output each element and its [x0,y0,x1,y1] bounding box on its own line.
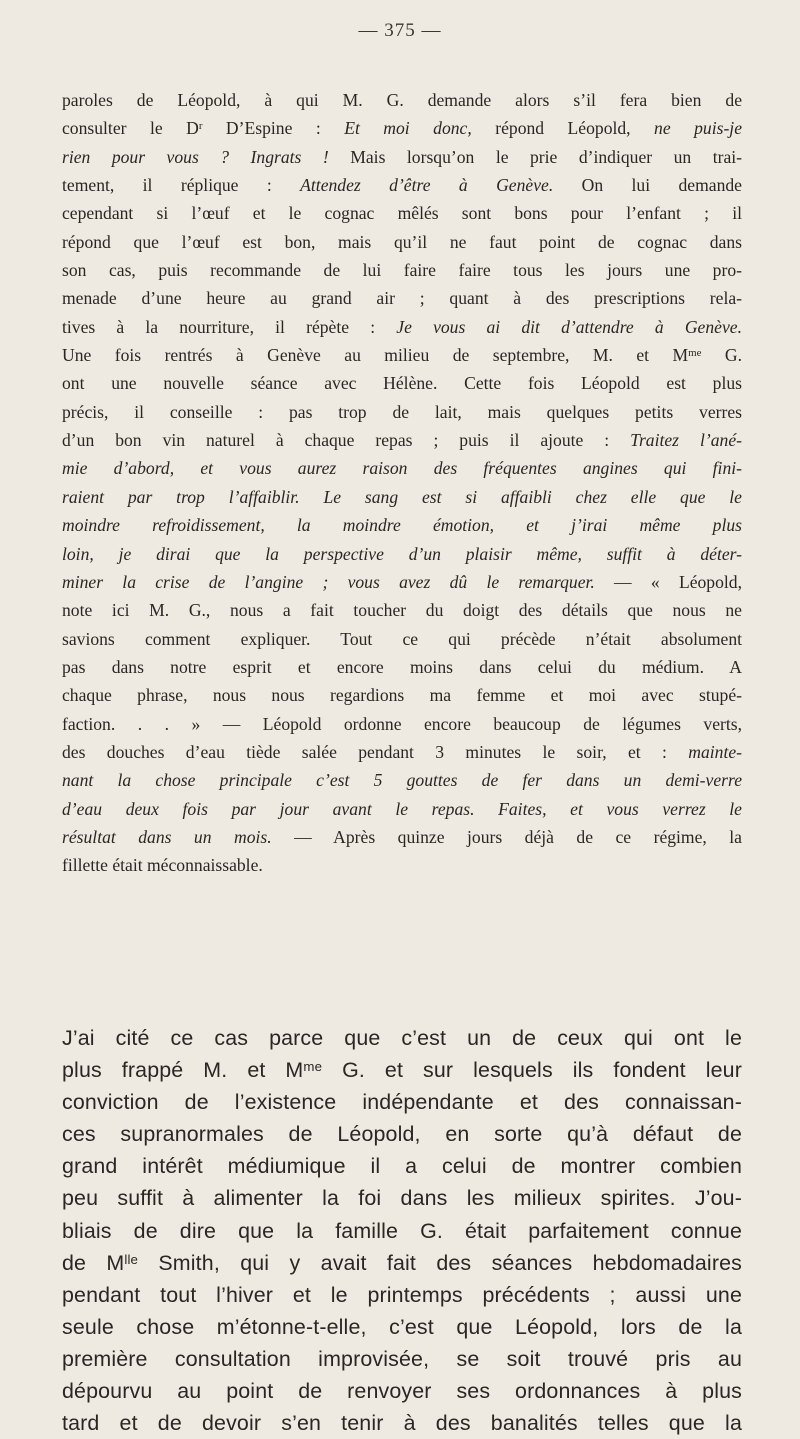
text-line: répond que l’œuf est bon, mais qu’il ne faut point de cognac dans [62,231,742,252]
text-line: miner la crise de l’angine ; vous avez dû le remarquer. — « Léopold, [62,571,742,592]
text-line: faction. . . » — Léopold ordonne encore beaucoup de légumes verts, [62,713,742,734]
text-line: plus frappé M. et $M^{me}$ G. et sur lesquels ils fondent leur [62,1058,742,1083]
text-line: Une fois rentrés à Genève au milieu de septembre, M. et $M^{me}$ G. [62,345,742,366]
text-line: son cas, puis recommande de lui faire faire tous les jours une pro- [62,260,742,281]
text-line: savions comment expliquer. Tout ce qui précède n’était absolument [62,628,742,649]
text-line: chaque phrase, nous nous regardions ma femme et moi avec stupé- [62,685,742,706]
text-line: nant la chose principale c’est 5 gouttes de fer dans un demi-verre [62,770,742,791]
text-line: tives à la nourriture, il répète : Je vous ai dit d’attendre à Genève. [62,316,742,337]
text-line: tard et de devoir s’en tenir à des banalités telles que la [62,1411,742,1436]
text-line: pas dans notre esprit et encore moins dans celui du médium. A [62,656,742,677]
text-line: d’un bon vin naturel à chaque repas ; puis il ajoute : Traitez l’ané- [62,430,743,451]
text-line: J’ai cité ce cas parce que c’est un de ceux qui ont le [62,1026,742,1050]
text-line: seule chose m’étonne-t-elle, c’est que Léopold, lors de la [62,1314,742,1339]
text-line: d’eau deux fois par jour avant le repas. Faites, et vous verrez le [62,798,742,819]
text-line: cependant si l’œuf et le cognac mêlés sont bons pour l’enfant ; il [62,203,742,224]
page-number: — 375 — [358,20,442,41]
text-line: loin, je dirai que la perspective d’un plaisir même, suffit à déter- [62,543,742,564]
text-line: ont une nouvelle séance avec Hélène. Cette fois Léopold est plus [62,373,742,394]
text-line: de $M^{lle}$ Smith, qui y avait fait des séances hebdomadaires [62,1250,743,1275]
text-line: conviction de l’existence indépendante et des connaissan- [62,1090,742,1115]
text-line: raient par trop l’affaiblir. Le sang est si affaibli chez elle que le [62,486,742,507]
text-line: résultat dans un mois. — Après quinze jours déjà de ce régime, la [62,826,742,847]
text-line: première consultation improvisée, se soit trouvé pris au [62,1346,742,1371]
text-line: menade d’une heure au grand air ; quant à des prescriptions rela- [62,288,742,309]
text-line: moindre refroidissement, la moindre émotion, et j’irai même plus [62,515,742,536]
text-line: consulter le $D^r$ D’Espine : Et moi donc, répond Léopold, ne puis-je [62,118,742,139]
paragraph-commentary [62,1022,742,1439]
text-line: pendant tout l’hiver et le printemps précédents ; aussi une [62,1282,742,1307]
text-line: dépourvu au point de renvoyer ses ordonnances à plus [62,1379,742,1404]
text-line: note ici M. G., nous a fait toucher du doigt des détails que nous ne [62,600,742,621]
text-line: bliais de dire que la famille G. était parfaitement connue [62,1218,742,1243]
text-line: grand intérêt médiumique il a celui de montrer combien [62,1154,742,1179]
text-line: ces supranormales de Léopold, en sorte qu’à défaut de [62,1122,742,1147]
text-line: mie d’abord, et vous aurez raison des fréquentes angines qui fini- [62,458,742,479]
paragraph-case-report [62,86,742,880]
text-line: peu suffit à alimenter la foi dans les milieux spirites. J’ou- [62,1186,742,1211]
text-line: des douches d’eau tiède salée pendant 3 minutes le soir, et : mainte- [62,741,742,762]
text-line: précis, il conseille : pas trop de lait, mais quelques petits verres [62,401,742,422]
text-line: tement, il réplique : Attendez d’être à Genève. On lui demande [62,175,742,196]
text-line: paroles de Léopold, à qui M. G. demande alors s’il fera bien de [62,90,742,110]
text-line: rien pour vous ? Ingrats ! Mais lorsqu’on le prie d’indiquer un trai- [62,146,742,167]
text-line: fillette était méconnaissable. [62,855,263,876]
